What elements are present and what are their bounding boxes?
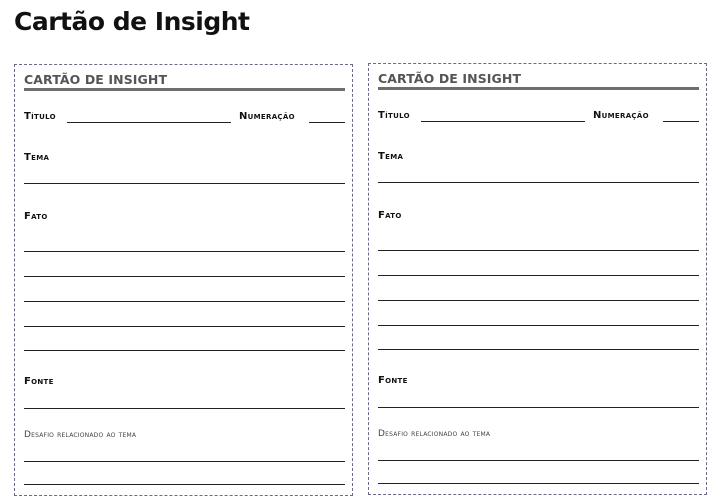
fato-line-5[interactable]: [24, 350, 345, 351]
fato-line-1[interactable]: [24, 251, 345, 252]
insight-card-right: [368, 63, 707, 495]
titulo-label: Título: [24, 111, 56, 122]
fonte-label: Fonte: [378, 375, 408, 386]
titulo-field[interactable]: [421, 121, 585, 122]
card-header: CARTÃO DE INSIGHT: [378, 71, 522, 86]
fato-line-2[interactable]: [24, 276, 345, 277]
titulo-field[interactable]: [67, 122, 231, 123]
desafio-line-2[interactable]: [378, 483, 699, 484]
fato-label: Fato: [24, 211, 48, 222]
tema-field[interactable]: [378, 182, 699, 183]
tema-field[interactable]: [24, 183, 345, 184]
numeracao-label: Numeração: [593, 110, 649, 121]
titulo-label: Título: [378, 110, 410, 121]
page-title: Cartão de Insight: [14, 7, 250, 36]
header-rule: [24, 88, 345, 91]
card-header: CARTÃO DE INSIGHT: [24, 72, 168, 87]
tema-label: Tema: [378, 151, 404, 162]
numeracao-field[interactable]: [663, 121, 699, 122]
tema-label: Tema: [24, 152, 50, 163]
fonte-field[interactable]: [378, 407, 699, 408]
numeracao-field[interactable]: [309, 122, 345, 123]
fato-line-2[interactable]: [378, 275, 699, 276]
desafio-line-1[interactable]: [378, 460, 699, 461]
fonte-label: Fonte: [24, 376, 54, 387]
desafio-line-1[interactable]: [24, 461, 345, 462]
desafio-label: Desafio relacionado ao tema: [378, 429, 491, 439]
fato-line-3[interactable]: [378, 300, 699, 301]
fato-label: Fato: [378, 210, 402, 221]
fato-line-4[interactable]: [378, 325, 699, 326]
fato-line-4[interactable]: [24, 326, 345, 327]
desafio-label: Desafio relacionado ao tema: [24, 430, 137, 440]
fonte-field[interactable]: [24, 408, 345, 409]
numeracao-label: Numeração: [239, 111, 295, 122]
fato-line-5[interactable]: [378, 349, 699, 350]
desafio-line-2[interactable]: [24, 484, 345, 485]
fato-line-1[interactable]: [378, 250, 699, 251]
header-rule: [378, 87, 699, 90]
fato-line-3[interactable]: [24, 301, 345, 302]
insight-card-left: [14, 64, 353, 496]
